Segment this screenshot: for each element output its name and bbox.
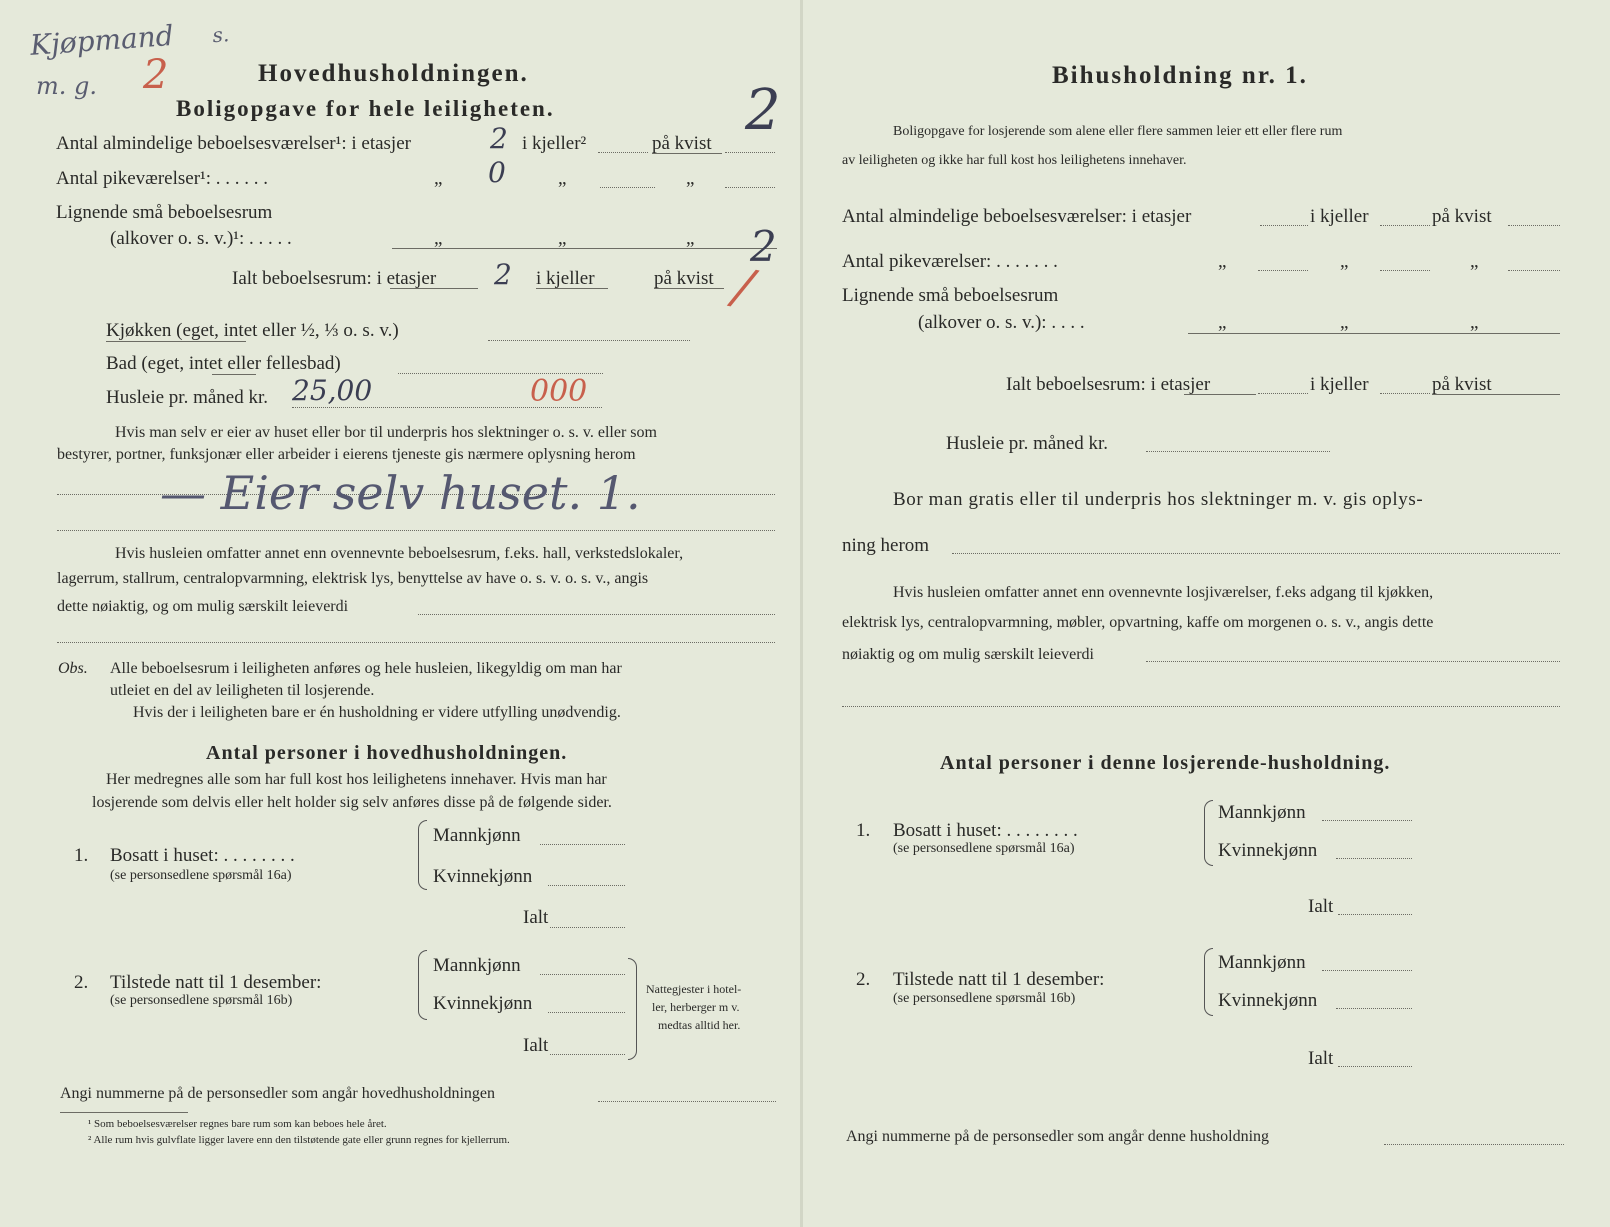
right-extra-text3: nøiaktig og om mulig særskilt leieverdi <box>842 646 1094 663</box>
left-kitchen-label: Kjøkken (eget, intet eller ½, ⅓ o. s. v.) <box>106 320 399 341</box>
right-row2-quote2: „ <box>1340 251 1349 272</box>
left-q1-male: Mannkjønn <box>433 825 521 846</box>
right-q2-sub: (se personsedlene spørsmål 16b) <box>893 991 1076 1006</box>
left-q1-brace <box>418 820 427 890</box>
right-row2-line1 <box>1258 270 1308 271</box>
left-night-note1: Nattegjester i hotel- <box>646 982 742 996</box>
left-obs-text1: Alle beboelsesrum i leiligheten anføres og hele husleien, likegyldig om man har <box>110 660 622 677</box>
left-q2-female: Kvinnekjønn <box>433 993 533 1014</box>
left-rent-label: Husleie pr. måned kr. <box>106 387 268 408</box>
right-q1-female: Kvinnekjønn <box>1218 840 1318 861</box>
left-numbers-line <box>598 1101 776 1102</box>
right-q2-male: Mannkjønn <box>1218 952 1306 973</box>
right-q1-label: Bosatt i huset: . . . . . . . . <box>893 820 1078 841</box>
left-q2-label: Tilstede natt til 1 desember: <box>110 972 322 993</box>
left-row1-kjeller: i kjeller² <box>522 133 587 154</box>
right-row4-underline <box>1184 394 1256 395</box>
left-title: Hovedhusholdningen. <box>258 60 529 87</box>
left-row3-quote2: „ <box>558 228 567 249</box>
right-free-text2: ning herom <box>842 535 930 556</box>
left-q2-sub: (se personsedlene spørsmål 16b) <box>110 993 293 1008</box>
left-row1-kvist-line <box>725 152 775 153</box>
page-fold <box>800 0 803 1227</box>
right-q1-total-line <box>1338 914 1412 915</box>
right-rent-line <box>1146 451 1330 452</box>
right-row2-quote3: „ <box>1470 251 1479 272</box>
right-extra-line2 <box>842 706 1560 707</box>
left-row3-underline <box>392 248 777 249</box>
right-row3-underline <box>1188 333 1560 334</box>
left-night-note3: medtas alltid her. <box>658 1018 741 1032</box>
left-row4-kjeller: i kjeller <box>536 268 595 289</box>
left-rent-value: 25,00 <box>292 374 373 407</box>
right-row1-kjeller-line <box>1380 225 1430 226</box>
left-row2-line3 <box>725 187 775 188</box>
left-owner-text1: Hvis man selv er eier av huset eller bor til underpris hos slektninger o. s. v. eller som <box>115 424 657 441</box>
left-q2-female-line <box>548 1012 625 1013</box>
left-extra-text1: Hvis husleien omfatter annet enn ovennevnte beboelsesrum, f.eks. hall, verkstedslokaler, <box>115 545 684 562</box>
left-row1-kjeller-line <box>598 152 648 153</box>
left-q1-male-line <box>540 844 625 845</box>
right-q2-total-line <box>1338 1066 1412 1067</box>
right-q1-female-line <box>1336 858 1412 859</box>
left-q1-label: Bosatt i huset: . . . . . . . . <box>110 845 295 866</box>
left-q1-female-line <box>548 885 625 886</box>
left-kitchen-underline <box>106 341 246 342</box>
left-rent-line <box>292 407 602 408</box>
left-q2-right-brace <box>628 958 637 1060</box>
right-q2-num: 2. <box>856 969 871 990</box>
left-owner-line2 <box>57 530 775 531</box>
left-row1-kvist: på kvist <box>652 133 712 154</box>
left-row1-label: Antal almindelige beboelsesværelser¹: i etasjer <box>56 133 411 154</box>
left-row2-quote3: „ <box>686 168 695 189</box>
left-extra-text3: dette nøiaktig, og om mulig særskilt leieverdi <box>57 598 349 615</box>
right-row4-kjeller-line <box>1380 393 1430 394</box>
left-night-note2: ler, herberger m v. <box>652 1000 740 1014</box>
left-row3-quote1: „ <box>434 228 443 249</box>
left-row4-label: Ialt beboelsesrum: i etasjer <box>232 268 437 289</box>
margin-note-line1: Kjøpmand <box>29 18 175 62</box>
left-obs-text3: Hvis der i leiligheten bare er én husholdning er videre utfylling unødvendig. <box>133 704 621 721</box>
right-row2-line3 <box>1508 270 1560 271</box>
left-row2-label: Antal pikeværelser¹: . . . . . . <box>56 168 269 189</box>
right-free-text1: Bor man gratis eller til underpris hos slektninger m. v. gis oplys- <box>893 489 1424 510</box>
left-footnote-divider <box>60 1112 188 1113</box>
right-row3-label1: Lignende små beboelsesrum <box>842 285 1059 306</box>
left-row3-label2: (alkover o. s. v.)¹: . . . . . <box>110 228 292 249</box>
left-row2-value: 0 <box>488 156 506 189</box>
left-obs-label: Obs. <box>58 660 88 677</box>
right-row3-label2: (alkover o. s. v.): . . . . <box>918 312 1085 333</box>
right-row1-kvist: på kvist <box>1432 206 1492 227</box>
right-row4-label: Ialt beboelsesrum: i etasjer <box>1006 374 1211 395</box>
right-row2-label: Antal pikeværelser: . . . . . . . <box>842 251 1058 272</box>
right-row3-quote2: „ <box>1340 312 1349 333</box>
right-numbers-line <box>1384 1144 1564 1145</box>
left-row4-kvist: på kvist <box>654 268 714 289</box>
left-q1-num: 1. <box>74 845 89 866</box>
right-row4-kjeller: i kjeller <box>1310 374 1369 395</box>
left-owner-text2: bestyrer, portner, funksjonær eller arbeider i eierens tjeneste gis nærmere oplysning herom <box>57 446 636 463</box>
left-q1-total-line <box>550 927 625 928</box>
right-q1-male: Mannkjønn <box>1218 802 1306 823</box>
left-red-mark: / <box>729 256 758 318</box>
right-extra-line1 <box>1146 661 1560 662</box>
right-row3-quote3: „ <box>1470 312 1479 333</box>
left-kitchen-line <box>488 340 690 341</box>
left-big-number: 2 <box>745 78 781 143</box>
margin-note-occupation <box>29 15 230 62</box>
left-owner-hand: — Eier selv huset. 1. <box>160 466 641 520</box>
left-row4-kjeller-underline <box>536 288 608 289</box>
left-row2-line2 <box>600 187 655 188</box>
margin-note-suffix: s. <box>211 22 230 48</box>
right-persons-title: Antal personer i denne losjerende-husholdning. <box>940 752 1391 774</box>
left-persons-title: Antal personer i hovedhusholdningen. <box>206 742 568 764</box>
left-q2-total: Ialt <box>523 1035 549 1056</box>
right-q2-female-line <box>1336 1008 1412 1009</box>
right-q2-female: Kvinnekjønn <box>1218 990 1318 1011</box>
left-q2-brace <box>418 950 427 1020</box>
right-row4-etasjer-line <box>1258 393 1308 394</box>
left-q1-sub: (se personsedlene spørsmål 16a) <box>110 868 292 883</box>
left-q2-num: 2. <box>74 972 89 993</box>
left-row1-kvist-underline <box>652 153 722 154</box>
left-row4-kvist-underline <box>654 288 724 289</box>
left-extra-line1 <box>418 614 775 615</box>
right-title: Bihusholdning nr. 1. <box>1052 62 1308 89</box>
right-extra-text1: Hvis husleien omfatter annet enn ovennevnte losjiværelser, f.eks adgang til kjøkken, <box>893 584 1434 601</box>
right-row1-label: Antal almindelige beboelsesværelser: i etasjer <box>842 206 1192 227</box>
left-row4-underline <box>390 288 478 289</box>
right-q2-total: Ialt <box>1308 1048 1334 1069</box>
right-free-line <box>952 553 1560 554</box>
left-extra-line2 <box>57 642 775 643</box>
margin-note-line2: m. g. <box>36 72 98 100</box>
right-intro1: Boligopgave for losjerende som alene eller flere sammen leier ett eller flere rum <box>893 124 1343 139</box>
right-row1-kvist-line <box>1508 225 1560 226</box>
right-row4-kvist: på kvist <box>1432 374 1492 395</box>
right-q1-total: Ialt <box>1308 896 1334 917</box>
right-q1-sub: (se personsedlene spørsmål 16a) <box>893 841 1075 856</box>
right-numbers-label: Angi nummerne på de personsedler som angår denne husholdning <box>846 1128 1270 1145</box>
left-subtitle: Boligopgave for hele leiligheten. <box>176 96 555 121</box>
left-row1-etasjer-value: 2 <box>490 122 508 155</box>
left-footnote2: ² Alle rum hvis gulvflate ligger lavere enn den tilstøtende gate eller grunn regnes for kjellerrum. <box>88 1134 510 1146</box>
right-intro2: av leiligheten og ikke har full kost hos leilighetens innehaver. <box>842 153 1187 168</box>
right-row1-kjeller: i kjeller <box>1310 206 1369 227</box>
left-persons-text2: losjerende som delvis eller helt holder sig selv anføres disse på de følgende sider. <box>92 794 612 811</box>
left-q2-male-line <box>540 974 625 975</box>
left-q1-total: Ialt <box>523 907 549 928</box>
right-row3-quote1: „ <box>1218 312 1227 333</box>
left-row3-quote3: „ <box>686 228 695 249</box>
left-row3-value: 2 <box>750 222 777 271</box>
right-rent-label: Husleie pr. måned kr. <box>946 433 1108 454</box>
right-row1-etasjer-line <box>1260 225 1308 226</box>
left-row3-label1: Lignende små beboelsesrum <box>56 202 273 223</box>
right-row2-line2 <box>1380 270 1430 271</box>
left-row2-quote1: „ <box>434 168 443 189</box>
right-extra-text2: elektrisk lys, centralopvarmning, møbler, opvartning, kaffe om morgenen o. s. v., angis dette <box>842 614 1434 631</box>
left-persons-text1: Her medregnes alle som har full kost hos leilighetens innehaver. Hvis man har <box>106 771 607 788</box>
left-bath-underline <box>212 374 256 375</box>
left-extra-text2: lagerrum, stallrum, centralopvarmning, elektrisk lys, benyttelse av have o. s. v. o. s. v., angis <box>57 570 649 587</box>
left-numbers-label: Angi nummerne på de personsedler som angår hovedhusholdningen <box>60 1085 496 1102</box>
left-q2-male: Mannkjønn <box>433 955 521 976</box>
right-row4-kvist-underline <box>1432 394 1560 395</box>
left-q2-total-line <box>550 1054 625 1055</box>
left-obs-text2: utleiet en del av leiligheten til losjerende. <box>110 682 375 699</box>
right-q1-num: 1. <box>856 820 871 841</box>
left-row4-etasjer-value: 2 <box>494 258 512 291</box>
right-q2-label: Tilstede natt til 1 desember: <box>893 969 1105 990</box>
left-bath-label: Bad (eget, intet eller fellesbad) <box>106 353 341 374</box>
left-row2-quote2: „ <box>558 168 567 189</box>
right-row2-quote1: „ <box>1218 251 1227 272</box>
right-q1-brace <box>1204 800 1213 866</box>
left-rent-red: 000 <box>530 374 588 409</box>
right-q2-male-line <box>1322 970 1412 971</box>
margin-note-value: 2 <box>143 52 169 98</box>
right-q2-brace <box>1204 948 1213 1016</box>
left-q1-female: Kvinnekjønn <box>433 866 533 887</box>
right-q1-male-line <box>1322 820 1412 821</box>
left-footnote1: ¹ Som beboelsesværelser regnes bare rum som kan beboes hele året. <box>88 1118 387 1130</box>
